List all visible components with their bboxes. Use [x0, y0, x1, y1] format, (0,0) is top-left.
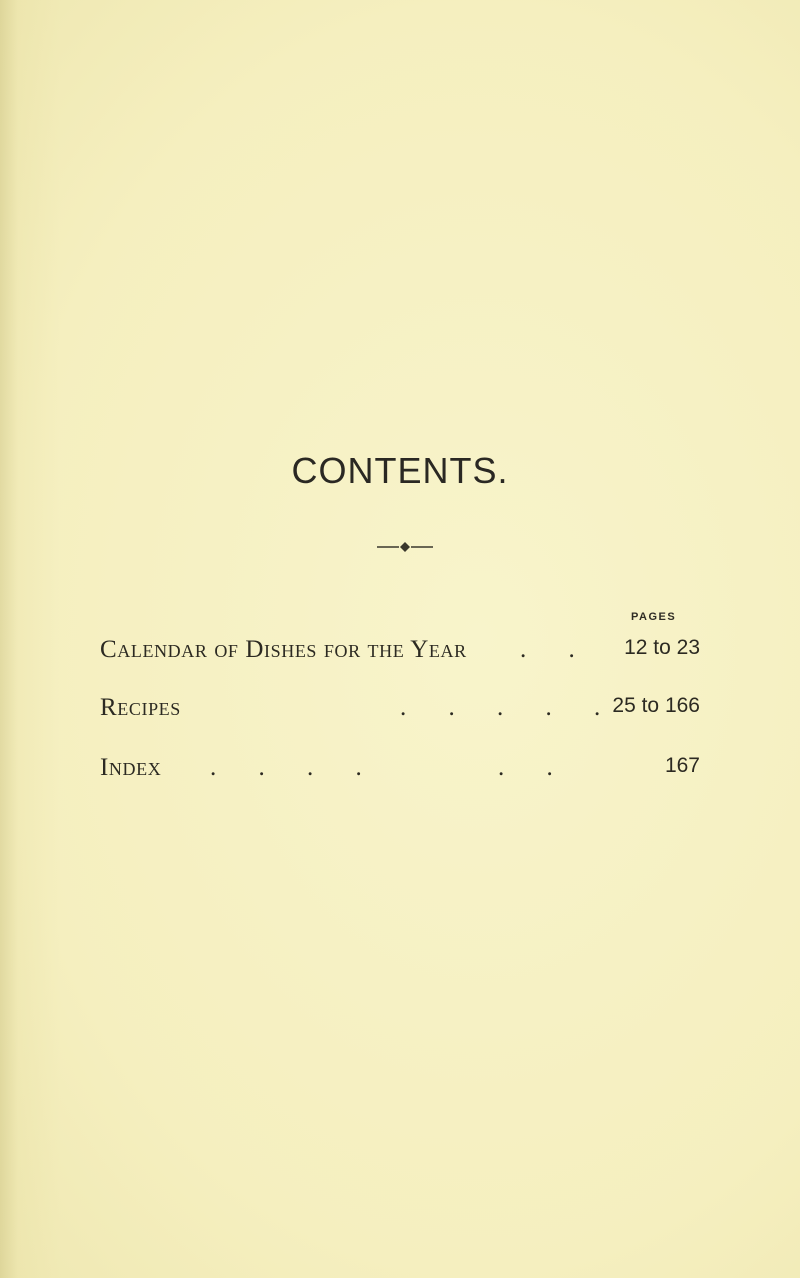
toc-entry-index	[100, 754, 700, 784]
toc-entry-leader: . . . . .	[400, 694, 619, 721]
toc-entry-calendar	[100, 636, 700, 666]
toc-entry-label: Index	[100, 754, 162, 781]
toc-entry-recipes	[100, 694, 700, 724]
toc-entry-leader: . . . .	[210, 754, 380, 781]
page-title: CONTENTS.	[291, 450, 509, 491]
pages-column-header: PAGES	[631, 611, 677, 623]
toc-entry-leader-secondary: . .	[498, 754, 571, 781]
diamond-rule-icon	[377, 541, 433, 553]
toc-entry-pages: 167	[664, 754, 700, 777]
toc-entry-pages: 25 to 166	[612, 694, 700, 717]
toc-entry-label: Calendar of Dishes for the Year	[100, 636, 467, 663]
toc-entry-label: Recipes	[100, 694, 181, 721]
toc-entry-pages: 12 to 23	[624, 636, 700, 659]
toc-entry-leader: . .	[520, 636, 593, 663]
